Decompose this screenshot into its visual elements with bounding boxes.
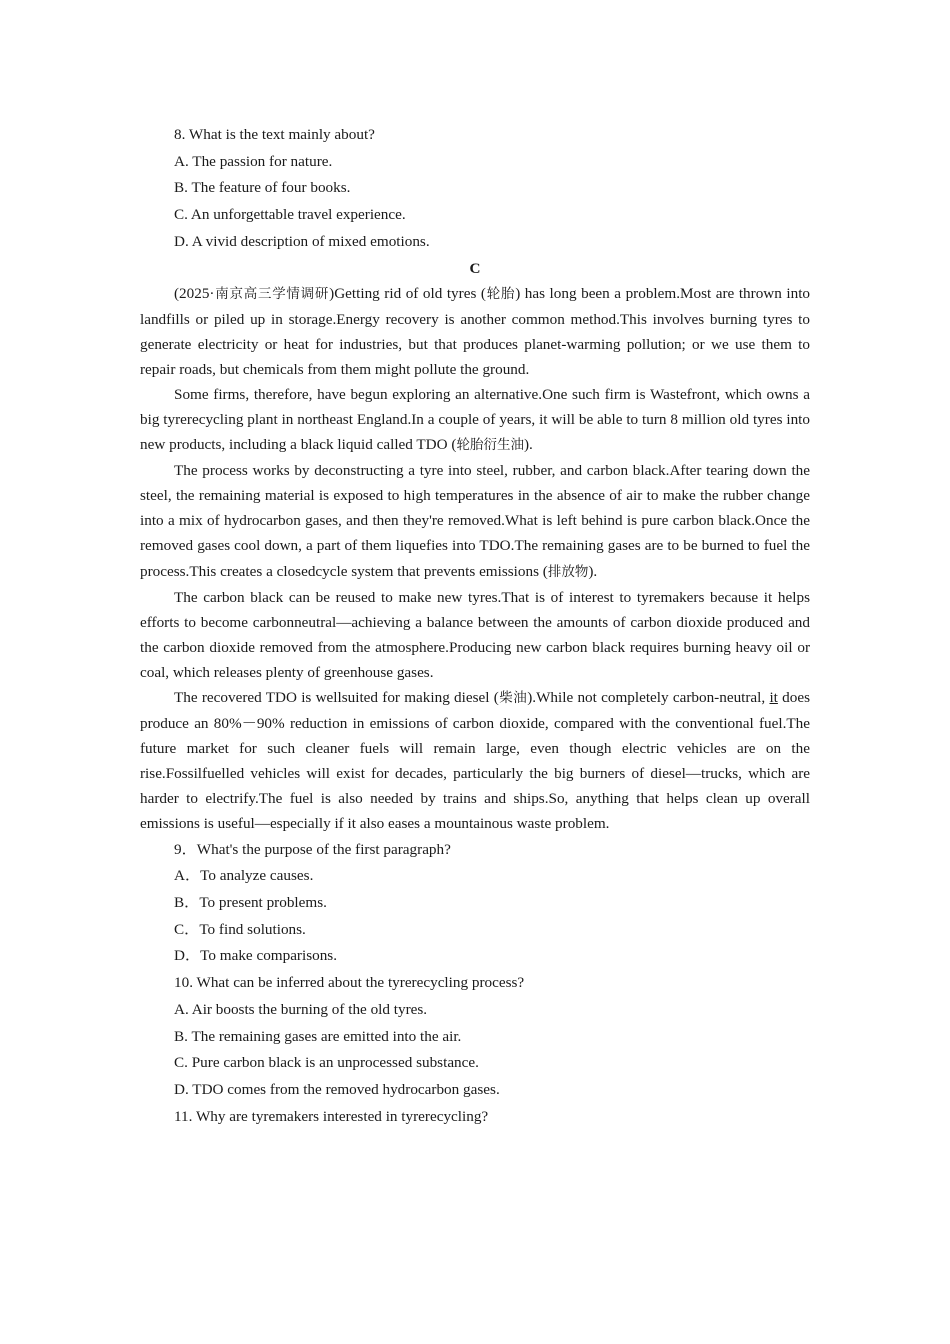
- passage-paragraph-1: (2025·南京高三学情调研)Getting rid of old tyres (轮胎) has long been a problem.Most are thrown into landfills or piled up in storage.Energy recovery is another common method.This involves burning tyres to generate electricity or heat for industries, but that produces planet-warming pollution; or we use them to repair roads, but chemicals from them might pollute the ground.: [140, 284, 811, 378]
- passage-paragraph-4: The carbon black can be reused to make new tyres.That is of interest to tyremakers because it helps efforts to become carbonneutral—achieving a balance between the amounts of carbon dioxide produced and the carbon dioxide removed from the atmosphere.Producing new carbon black requires burning heavy oil or coal, which releases plenty of greenhouse gases.: [140, 588, 810, 681]
- question-9-option-b: B．To present problems.: [174, 893, 327, 911]
- passage-paragraph-2: Some firms, therefore, have begun exploring an alternative.One such firm is Wastefront, which owns a big tyrerecycling plant in northeast England.In a couple of years, it will be able to turn 8 million old tyres into new products, including a black liquid called TDO (轮胎衍生油).: [140, 385, 810, 454]
- question-9-option-c: C．To find solutions.: [174, 920, 306, 938]
- question-10-option-d: D. TDO comes from the removed hydrocarbon gases.: [174, 1080, 500, 1098]
- question-9-option-a: A．To analyze causes.: [174, 867, 314, 885]
- passage-paragraph-5: The recovered TDO is wellsuited for making diesel (柴油).While not completely carbon-neutral, it does produce an 80%－90% reduction in emissions of carbon dioxide, compared with the conventional fuel.The future market for such cleaner fuels will remain large, even though electric vehicles are on the rise.Fossilfuelled vehicles will exist for decades, particularly the big burners of diesel—trucks, which are harder to electrify.The fuel is also needed by trains and ships.So, anything that helps clean up overall emissions is useful—especially if it also eases a mountainous waste problem.: [140, 689, 811, 833]
- question-10-option-c: C. Pure carbon black is an unprocessed substance.: [174, 1054, 479, 1072]
- reading-passage: [140, 281, 810, 837]
- question-11-stem: 11. Why are tyremakers interested in tyrerecycling?: [174, 1107, 489, 1125]
- source-name: 南京高三学情调研: [214, 285, 330, 302]
- question-9-option-d: D．To make comparisons.: [174, 947, 338, 965]
- gloss-tdo: 轮胎衍生油: [456, 437, 524, 454]
- question-8-option-a: A. The passion for nature.: [174, 152, 333, 170]
- question-9: [140, 837, 810, 971]
- section-heading: C: [469, 259, 481, 277]
- question-8-option-c: C. An unforgettable travel experience.: [174, 206, 406, 224]
- gloss-diesel: 柴油: [498, 690, 528, 707]
- question-8-option-b: B. The feature of four books.: [174, 179, 351, 197]
- passage-paragraph-3: The process works by deconstructing a tyre into steel, rubber, and carbon black.After tearing down the steel, the remaining material is exposed to high temperatures in the absence of air to make the rubber change into a mix of hydrocarbon gases, and then they're removed.What is left behind is pure carbon black.Once the removed gases cool down, a part of them liquefies into TDO.The remaining gases are to be burned to fuel the process.This creates a closedcycle system that prevents emissions (排放物).: [140, 462, 810, 580]
- source-prefix: (2025·: [174, 284, 215, 302]
- gloss-tyre: 轮胎: [485, 285, 516, 302]
- question-8: [140, 122, 810, 256]
- gloss-emissions: 排放物: [547, 563, 589, 580]
- question-10-stem: 10. What can be inferred about the tyrerecycling process?: [174, 974, 525, 992]
- question-11: [140, 1104, 810, 1131]
- question-10-option-a: A. Air boosts the burning of the old tyres.: [174, 1000, 428, 1018]
- underlined-word-it: it: [769, 689, 778, 707]
- question-9-stem: 9．What's the purpose of the first paragraph?: [174, 840, 451, 858]
- question-8-option-d: D. A vivid description of mixed emotions.: [174, 232, 430, 250]
- question-8-stem: 8. What is the text mainly about?: [174, 126, 375, 143]
- exam-page: [140, 122, 810, 1130]
- question-10: [140, 970, 810, 1104]
- question-10-option-b: B. The remaining gases are emitted into the air.: [174, 1027, 462, 1045]
